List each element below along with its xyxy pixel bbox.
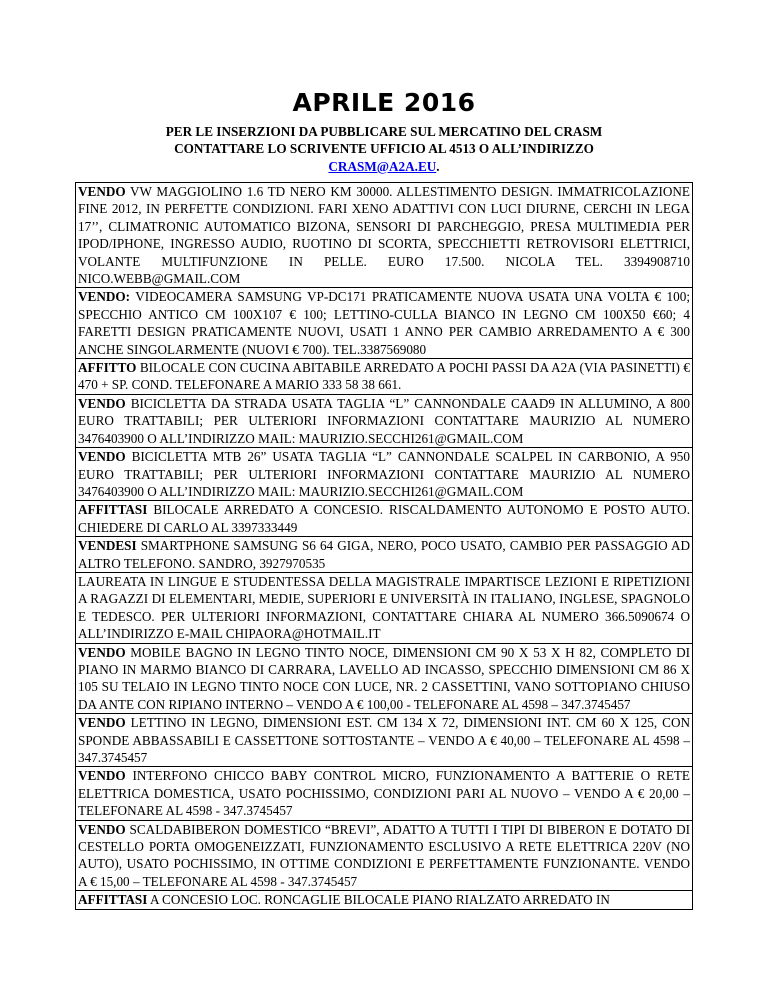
ad-lead: AFFITTASI bbox=[78, 502, 148, 518]
ad-cell bbox=[76, 501, 693, 537]
table-row bbox=[76, 448, 693, 501]
email-link[interactable]: CRASM@A2A.EU bbox=[328, 158, 437, 174]
ad-lead: VENDO bbox=[78, 768, 126, 784]
page-title: APRILE 2016 bbox=[292, 88, 476, 117]
table-row bbox=[76, 501, 693, 537]
table-row bbox=[76, 572, 693, 643]
intro-line-3 bbox=[0, 158, 768, 175]
table-row bbox=[76, 359, 693, 395]
ad-text: SCALDABIBERON DOMESTICO “BREVI”, ADATTO A TUTTI I TIPI DI BIBERON E DOTATO DI CESTELLO PORTA OMOGENEIZZATI, FUNZIONAMENTO ESCLUSIVO A RETE ELETTRICA 220V (NO AUTO), USATO POCHISSIMO, IN OTTIME CONDIZIONI E PERFETTAMENTE FUNZIONANTE. VENDO A € 15,00 – TELEFONARE AL 4598 - 347.3745457 bbox=[78, 821, 690, 889]
ad-text: VIDEOCAMERA SAMSUNG VP-DC171 PRATICAMENTE NUOVA USATA UNA VOLTA € 100; SPECCHIO ANTICO CM 100X107 € 100; LETTINO-CULLA BIANCO IN LEGNO CM 100X50 €60; 4 FARETTI DESIGN PRATICAMENTE NUOVI, USATI 1 ANNO PER CAMBIO ARREDAMENTO A € 300 ANCHE SINGOLARMENTE (NUOVI € 700). TEL.3387569080 bbox=[78, 289, 690, 357]
ad-cell bbox=[76, 183, 693, 288]
ad-cell bbox=[76, 572, 693, 643]
table-row bbox=[76, 767, 693, 820]
ad-lead: VENDESI bbox=[78, 538, 137, 554]
ad-text: BILOCALE ARREDATO A CONCESIO. RISCALDAMENTO AUTONOMO E POSTO AUTO. CHIEDERE DI CARLO AL 3397333449 bbox=[78, 502, 690, 535]
ad-lead: VENDO bbox=[78, 184, 126, 199]
ads-table bbox=[75, 182, 693, 910]
ad-text: BILOCALE CON CUCINA ABITABILE ARREDATO A POCHI PASSI DA A2A (VIA PASINETTI) € 470 + SP. COND. TELEFONARE A MARIO 333 58 38 661. bbox=[78, 360, 690, 393]
table-row bbox=[76, 643, 693, 714]
ad-text: LAUREATA IN LINGUE E STUDENTESSA DELLA MAGISTRALE IMPARTISCE LEZIONI E RIPETIZIONI A RAGAZZI DI ELEMENTARI, MEDIE, SUPERIORI E UNIVERSITÀ IN ITALIANO, INGLESE, SPAGNOLO E TEDESCO. PER ULTERIORI INFORMAZIONI, CONTATTARE CHIARA AL NUMERO 366.5090674 O ALL’INDIRIZZO E-MAIL CHIPAORA@HOTMAIL.IT bbox=[78, 573, 690, 642]
ad-text: BICICLETTA MTB 26” USATA TAGLIA “L” CANNONDALE SCALPEL IN CARBONIO, A 950 EURO TRATTABILI; PER ULTERIORI INFORMAZIONI CONTATTARE MAURIZIO AL NUMERO 3476403900 O ALL’INDIRIZZO MAIL: MAURIZIO.SECCHI261@GMAIL.COM bbox=[78, 449, 690, 499]
ad-cell bbox=[76, 288, 693, 359]
ad-cell bbox=[76, 448, 693, 501]
ad-text: SMARTPHONE SAMSUNG S6 64 GIGA, NERO, POCO USATO, CAMBIO PER PASSAGGIO AD ALTRO TELEFONO. SANDRO, 3927970535 bbox=[78, 538, 690, 571]
ad-cell bbox=[76, 714, 693, 767]
ad-text: MOBILE BAGNO IN LEGNO TINTO NOCE, DIMENSIONI CM 90 X 53 X H 82, COMPLETO DI PIANO IN MARMO BIANCO DI CARRARA, LAVELLO AD INCASSO, SPECCHIO DIMENSIONI CM 86 X 105 SU TELAIO IN LEGNO TINTO NOCE CON LUCE, NR. 2 CASSETTINI, VANO SOTTOPIANO CHIUSO DA ANTE CON RIPIANO INTERNO – VENDO A € 100,00 - TELEFONARE AL 4598 – 347.3745457 bbox=[78, 644, 690, 712]
table-row bbox=[76, 891, 693, 909]
ad-text: VW MAGGIOLINO 1.6 TD NERO KM 30000. ALLESTIMENTO DESIGN. IMMATRICOLAZIONE FINE 2012, IN PERFETTE CONDIZIONI. FARI XENO ADATTIVI CON LUCI DIURNE, CERCHI IN LEGA 17’’, CLIMATRONIC AUTOMATICO BIZONA, SENSORI DI PARCHEGGIO, PRESA MULTIMEDIA PER IPOD/IPHONE, INGRESSO AUDIO, RUOTINO DI SCORTA, SPECCHIETTI RETROVISORI ELETTRICI, VOLANTE MULTIFUNZIONE IN PELLE. EURO 17.500. NICOLA TEL. 3394908710 NICO.WEBB@GMAIL.COM bbox=[78, 184, 690, 287]
ad-lead: VENDO bbox=[78, 644, 126, 660]
ad-lead: AFFITTO bbox=[78, 360, 137, 376]
table-row bbox=[76, 183, 693, 288]
intro-line-1: PER LE INSERZIONI DA PUBBLICARE SUL MERCATINO DEL CRASM bbox=[165, 124, 603, 139]
ad-lead: VENDO bbox=[78, 395, 126, 411]
table-row bbox=[76, 394, 693, 447]
ad-cell bbox=[76, 537, 693, 573]
table-row bbox=[76, 820, 693, 891]
intro-notice bbox=[0, 123, 768, 175]
ad-text: LETTINO IN LEGNO, DIMENSIONI EST. CM 134 X 72, DIMENSIONI INT. CM 60 X 125, CON SPONDE ABBASSABILI E CASSETTONE SOTTOSTANTE – VENDO A € 40,00 – TELEFONARE AL 4598 – 347.3745457 bbox=[78, 715, 690, 765]
ad-text: BICICLETTA DA STRADA USATA TAGLIA “L” CANNONDALE CAAD9 IN ALLUMINO, A 800 EURO TRATTABILI; PER ULTERIORI INFORMAZIONI CONTATTARE MAURIZIO AL NUMERO 3476403900 O ALL’INDIRIZZO MAIL: MAURIZIO.SECCHI261@GMAIL.COM bbox=[78, 395, 690, 446]
ad-text: INTERFONO CHICCO BABY CONTROL MICRO, FUNZIONAMENTO A BATTERIE O RETE ELETTRICA DOMESTICA, USATO POCHISSIMO, CONDIZIONI PARI AL NUOVO – VENDO A € 20,00 – TELEFONARE AL 4598 - 347.3745457 bbox=[78, 768, 690, 819]
table-row bbox=[76, 714, 693, 767]
ad-lead: VENDO bbox=[78, 449, 126, 465]
ad-lead: VENDO bbox=[78, 715, 126, 731]
ad-lead: AFFITTASI bbox=[78, 892, 148, 908]
ad-cell bbox=[76, 820, 693, 891]
ad-cell bbox=[76, 394, 693, 447]
ad-lead: VENDO: bbox=[78, 289, 131, 305]
ad-text: A CONCESIO LOC. RONCAGLIE BILOCALE PIANO RIALZATO ARREDATO IN bbox=[147, 892, 610, 908]
ad-cell bbox=[76, 359, 693, 395]
ad-cell bbox=[76, 767, 693, 820]
ad-lead: VENDO bbox=[78, 821, 126, 837]
table-row bbox=[76, 537, 693, 573]
ad-cell bbox=[76, 643, 693, 714]
ad-cell bbox=[76, 891, 693, 909]
table-row bbox=[76, 288, 693, 359]
intro-line-2: CONTATTARE LO SCRIVENTE UFFICIO AL 4513 O ALL’INDIRIZZO bbox=[174, 141, 594, 157]
email-suffix: . bbox=[436, 158, 440, 174]
